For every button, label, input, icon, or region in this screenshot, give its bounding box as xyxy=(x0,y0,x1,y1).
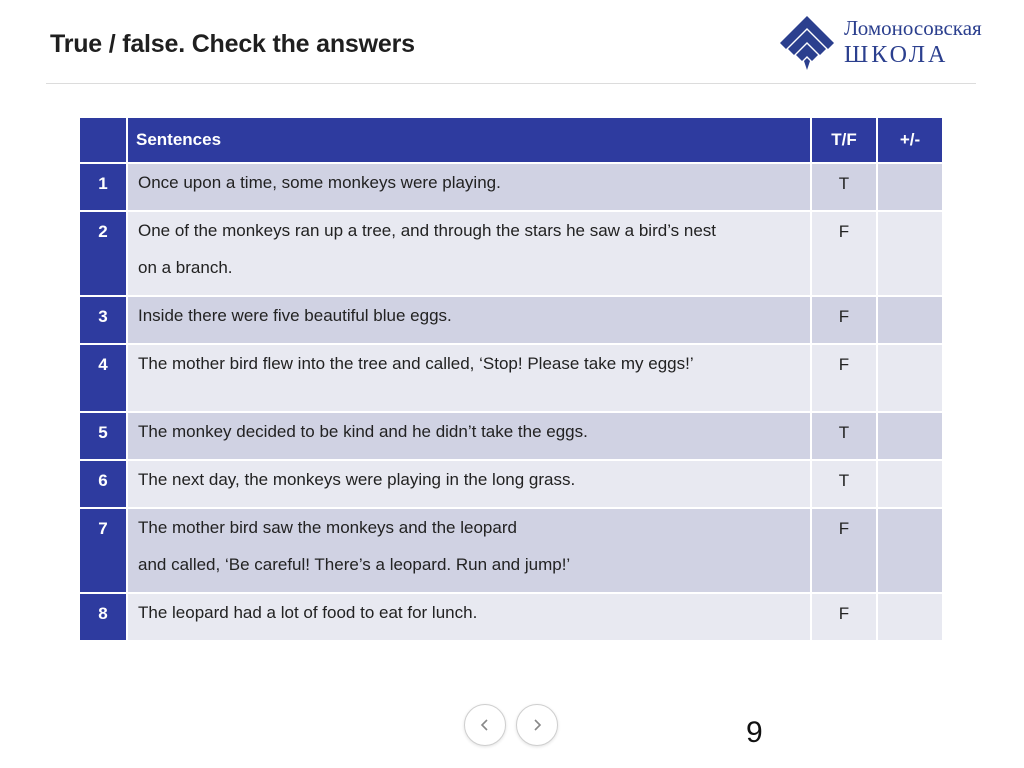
page-number: 9 xyxy=(746,716,763,749)
true-false-answer: F xyxy=(812,297,876,343)
sentence-cell xyxy=(128,413,810,459)
sentence-cell xyxy=(128,164,810,210)
table-row xyxy=(80,594,942,640)
sentence-cell xyxy=(128,345,810,411)
header-number xyxy=(80,118,126,162)
score-cell[interactable] xyxy=(878,509,942,592)
school-logo xyxy=(778,14,1008,74)
sentence-text: The leopard had a lot of food to eat for lunch. xyxy=(138,603,478,622)
row-number: 3 xyxy=(80,297,126,343)
previous-slide-button[interactable] xyxy=(464,704,506,746)
header-divider xyxy=(46,83,976,84)
true-false-answer: F xyxy=(812,345,876,411)
true-false-answer: T xyxy=(812,413,876,459)
table-header-row xyxy=(80,118,942,162)
sentence-cell xyxy=(128,212,810,295)
score-cell[interactable] xyxy=(878,297,942,343)
sentence-cell xyxy=(128,297,810,343)
row-number: 2 xyxy=(80,212,126,295)
logo-text-line1: Ломоносовская xyxy=(844,16,982,40)
score-cell[interactable] xyxy=(878,461,942,507)
sentence-cell xyxy=(128,509,810,592)
row-number: 4 xyxy=(80,345,126,411)
row-number: 5 xyxy=(80,413,126,459)
sentence-text: The monkey decided to be kind and he didn’t take the eggs. xyxy=(138,422,588,441)
true-false-table xyxy=(78,116,944,642)
row-number: 7 xyxy=(80,509,126,592)
score-cell[interactable] xyxy=(878,345,942,411)
table-row xyxy=(80,297,942,343)
sentence-text: and called, ‘Be careful! There’s a leopard. Run and jump!’ xyxy=(138,555,571,574)
sentence-cell xyxy=(128,594,810,640)
table-row xyxy=(80,164,942,210)
logo-mark-icon xyxy=(778,14,836,72)
page-title: True / false. Check the answers xyxy=(50,30,415,58)
sentence-text: on a branch. xyxy=(138,258,233,277)
chevron-right-icon xyxy=(530,718,544,732)
chevron-left-icon xyxy=(478,718,492,732)
table-row xyxy=(80,461,942,507)
next-slide-button[interactable] xyxy=(516,704,558,746)
true-false-answer: T xyxy=(812,164,876,210)
sentence-text: One of the monkeys ran up a tree, and through the stars he saw a bird’s nest xyxy=(138,221,717,240)
table-row xyxy=(80,212,942,295)
true-false-answer: T xyxy=(812,461,876,507)
header-plus-minus: +/- xyxy=(878,118,942,162)
sentence-text: The mother bird saw the monkeys and the leopard xyxy=(138,518,517,537)
true-false-answer: F xyxy=(812,212,876,295)
header-true-false: T/F xyxy=(812,118,876,162)
sentence-text: Once upon a time, some monkeys were playing. xyxy=(138,173,501,192)
sentence-cell xyxy=(128,461,810,507)
row-number: 6 xyxy=(80,461,126,507)
logo-text-line2: ШКОЛА xyxy=(844,42,949,68)
sentence-text: Inside there were five beautiful blue eggs. xyxy=(138,306,452,325)
true-false-answer: F xyxy=(812,594,876,640)
row-number: 8 xyxy=(80,594,126,640)
header-sentences: Sentences xyxy=(128,118,810,162)
true-false-answer: F xyxy=(812,509,876,592)
table-row xyxy=(80,345,942,411)
score-cell[interactable] xyxy=(878,212,942,295)
score-cell[interactable] xyxy=(878,594,942,640)
score-cell[interactable] xyxy=(878,413,942,459)
table-row xyxy=(80,509,942,592)
table-row xyxy=(80,413,942,459)
sentence-text: The next day, the monkeys were playing in the long grass. xyxy=(138,470,576,489)
score-cell[interactable] xyxy=(878,164,942,210)
row-number: 1 xyxy=(80,164,126,210)
sentence-text: The mother bird flew into the tree and called, ‘Stop! Please take my eggs!’ xyxy=(138,354,694,373)
